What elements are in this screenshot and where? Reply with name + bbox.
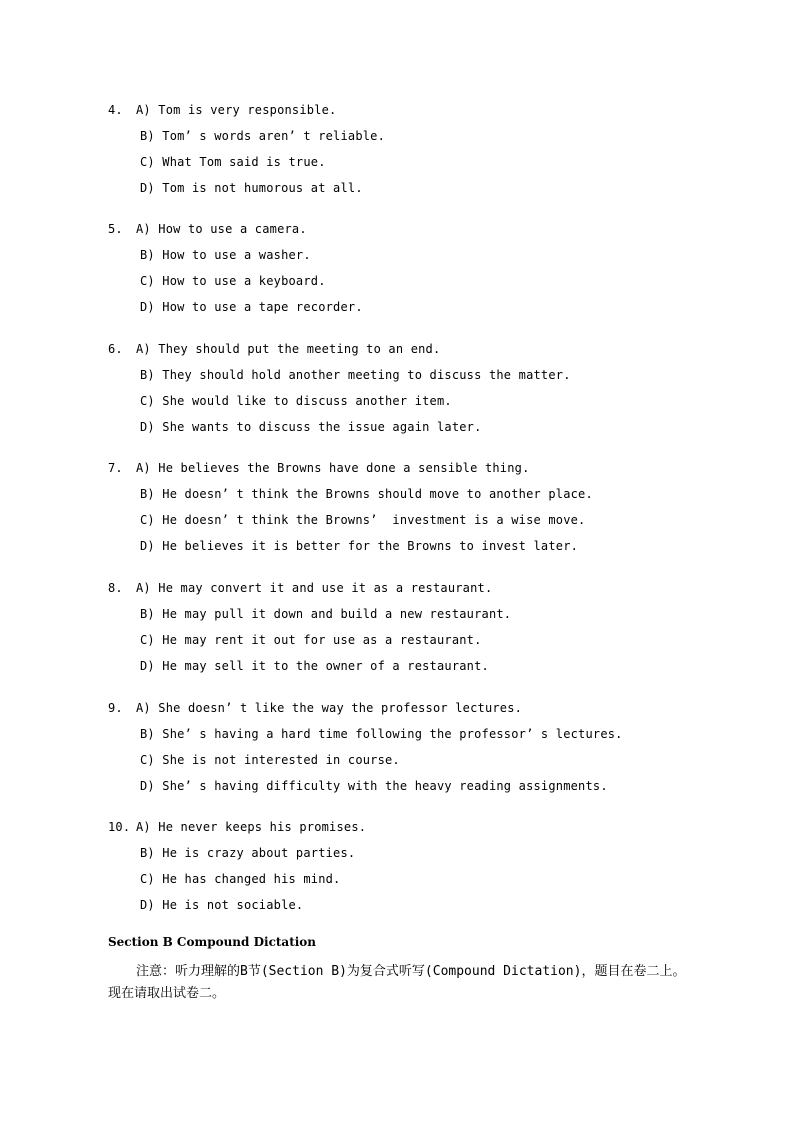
option-b: B) She’ s having a hard time following the professor’ s lectures. <box>140 727 623 741</box>
question-number: 8. <box>108 581 123 595</box>
option-a: A) He believes the Browns have done a sensible thing. <box>136 461 530 475</box>
option-d: D) He may sell it to the owner of a restaurant. <box>140 659 489 673</box>
option-a: A) Tom is very responsible. <box>136 103 337 117</box>
option-c: C) How to use a keyboard. <box>140 274 326 288</box>
option-c: C) He has changed his mind. <box>140 872 341 886</box>
option-a: A) They should put the meeting to an end. <box>136 342 441 356</box>
option-c: C) She is not interested in course. <box>140 753 400 767</box>
option-a: A) How to use a camera. <box>136 222 307 236</box>
option-a: A) She doesn’ t like the way the professor lectures. <box>136 701 523 715</box>
option-b: B) They should hold another meeting to discuss the matter. <box>140 368 571 382</box>
section-b-note: 注意：听力理解的B节(Section B)为复合式听写(Compound Dictation)，题目在卷二上。现在请取出试卷二。 <box>108 964 686 1001</box>
question-number: 5. <box>108 222 123 236</box>
option-b: B) How to use a washer. <box>140 248 311 262</box>
option-a: A) He never keeps his promises. <box>136 820 367 834</box>
option-d: D) He is not sociable. <box>140 898 304 912</box>
option-d: D) She wants to discuss the issue again later. <box>140 420 482 434</box>
option-c: C) She would like to discuss another item. <box>140 394 452 408</box>
question-number: 7. <box>108 461 123 475</box>
option-b: B) He may pull it down and build a new restaurant. <box>140 607 512 621</box>
option-a: A) He may convert it and use it as a restaurant. <box>136 581 493 595</box>
option-b: B) He is crazy about parties. <box>140 846 356 860</box>
option-c: C) What Tom said is true. <box>140 155 326 169</box>
question-number: 9. <box>108 701 123 715</box>
option-d: D) He believes it is better for the Browns to invest later. <box>140 539 579 553</box>
option-d: D) Tom is not humorous at all. <box>140 181 363 195</box>
option-b: B) Tom’ s words aren’ t reliable. <box>140 129 386 143</box>
section-b-heading: Section B Compound Dictation <box>108 935 317 949</box>
question-number: 10. <box>108 820 131 834</box>
option-c: C) He may rent it out for use as a restaurant. <box>140 633 482 647</box>
option-c: C) He doesn’ t think the Browns’ investment is a wise move. <box>140 513 586 527</box>
question-number: 6. <box>108 342 123 356</box>
question-number: 4. <box>108 103 123 117</box>
option-d: D) How to use a tape recorder. <box>140 300 363 314</box>
option-b: B) He doesn’ t think the Browns should move to another place. <box>140 487 593 501</box>
option-d: D) She’ s having difficulty with the heavy reading assignments. <box>140 779 608 793</box>
